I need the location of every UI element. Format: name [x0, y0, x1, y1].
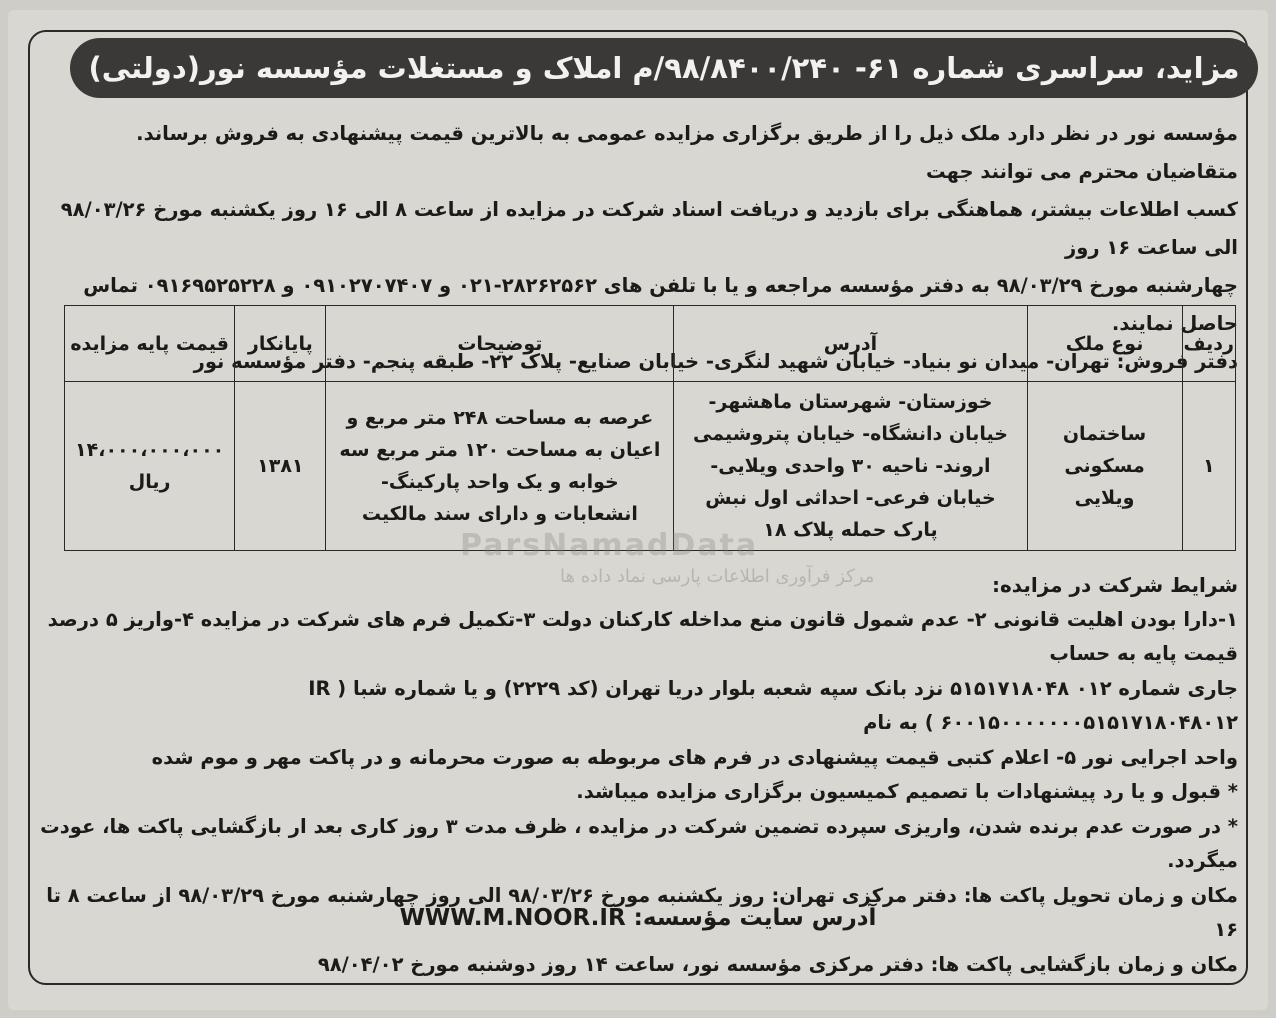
opening-value: دفتر مرکزی مؤسسه نور، ساعت ۱۴ روز دوشنبه مورخ ۹۸/۰۴/۰۲: [317, 952, 931, 976]
conditions-line-2: جاری شماره ۰۱۲ ۵۱۵۱۷۱۸۰۴۸ نزد بانک سپه شعبه بلوار دریا تهران (کد ۲۲۲۹) و یا شماره شبا ( IR ۶۰۰۱۵۰۰۰۰۰۰۰۵۱۵۱۷۱۸۰۴۸۰۱۲ ) به نام: [308, 676, 1238, 734]
opening-label: مکان و زمان بازگشایی پاکت ها:: [930, 952, 1238, 976]
website-url[interactable]: WWW.M.NOOR.IR: [399, 905, 626, 931]
intro-line-3: چهارشنبه مورخ ۹۸/۰۳/۲۹ به دفتر مؤسسه مراجعه و یا با تلفن های ۲۸۲۶۲۵۶۲-۰۲۱ و ۰۹۱۰۲۷۰۷۴۰۷ و ۰۹۱۶۹۵۲۵۲۲۸ تماس حاصل نمایند.: [83, 274, 1238, 335]
price-value: ۱۴،۰۰۰،۰۰۰،۰۰۰: [75, 439, 225, 461]
header-base-price: قیمت پایه مزایده: [65, 306, 235, 382]
opening-line: [38, 948, 1238, 983]
header-description: توضیحات: [326, 306, 674, 382]
price-unit: ریال: [128, 471, 171, 493]
title-banner: [70, 38, 1258, 98]
delivery-label: مکان و زمان تحویل پاکت ها:: [963, 883, 1238, 907]
note-refund: * در صورت عدم برنده شدن، واریزی سپرده تضمین شرکت در مزایده ، ظرف مدت ۳ روز کاری بعد ار بازگشایی پاکت ها، عودت میگردد.: [40, 814, 1238, 872]
cell-address: خوزستان- شهرستان ماهشهر-خیابان دانشگاه- خیابان پتروشیمی اروند- ناحیه ۳۰ واحدی ویلایی-خیابان فرعی- احداثی اول نبش پارک حمله پلاک ۱۸: [674, 382, 1027, 551]
sales-office-label: دفتر فروش:: [1116, 350, 1238, 373]
header-completion: پایانکار: [235, 306, 326, 382]
conditions-heading: شرایط شرکت در مزایده:: [991, 573, 1238, 597]
ad-title: مزاید، سراسری شماره ۶۱- ۹۸/۸۴۰۰/۲۴۰/م املاک و مستغلات مؤسسه نور(دولتی): [88, 51, 1240, 85]
table-row: [65, 382, 1236, 551]
intro-line-1: مؤسسه نور در نظر دارد ملک ذیل را از طریق برگزاری مزایده عمومی به بالاترین قیمت پیشنهادی به فروش برساند. متقاضیان محترم می توانند جهت: [136, 122, 1238, 183]
conditions-line-3: واحد اجرایی نور ۵- اعلام کتبی قیمت پیشنهادی در فرم های مربوطه به صورت محرمانه و در پاکت مهر و موم شده: [151, 745, 1238, 769]
intro-line-2: کسب اطلاعات بیشتر، هماهنگی برای بازدید و دریافت اسناد شرکت در مزایده از ساعت ۸ الی ۱۶ روز یکشنبه مورخ ۹۸/۰۳/۲۶ الی ساعت ۱۶ روز: [60, 198, 1238, 259]
header-row-number: ردیف: [1182, 306, 1235, 382]
website-label: آدرس سایت مؤسسه:: [633, 905, 877, 931]
header-address: آدرس: [674, 306, 1027, 382]
cell-base-price: [65, 382, 235, 551]
watermark-persian-text: مرکز فرآوری اطلاعات پارسی نماد داده ها: [560, 566, 875, 587]
delivery-value: روز یکشنبه مورخ ۹۸/۰۳/۲۶ الی روز چهارشنبه مورخ ۹۸/۰۳/۲۹ از ساعت ۸ تا ۱۶: [46, 883, 1238, 941]
table-header-row: [65, 306, 1236, 382]
cell-property-type: ساختمان مسکونی ویلایی: [1027, 382, 1182, 551]
header-property-type: نوع ملک: [1027, 306, 1182, 382]
cell-description: عرصه به مساحت ۲۴۸ متر مربع و اعیان به مساحت ۱۲۰ متر مربع سه خوابه و یک واحد پارکینگ- انشعابات و دارای سند مالکیت: [326, 382, 674, 551]
property-table: [64, 305, 1236, 551]
conditions-line-1: ۱-دارا بودن اهلیت قانونی ۲- عدم شمول قانون منع مداخله کارکنان دولت ۳-تکمیل فرم های شرکت در مزایده ۴-واریز ۵ درصد قیمت پایه به حساب: [47, 607, 1238, 665]
watermark-logo-text: ParsNamadData: [460, 528, 759, 563]
delivery-office: دفتر مرکزی تهران:: [771, 883, 964, 907]
cell-completion: ۱۳۸۱: [235, 382, 326, 551]
sales-office-address: تهران- میدان نو بنیاد- خیابان شهید لنگری- خیابان صنایع- پلاک ۲۲- طبقه پنجم- دفتر مؤسسه نور: [193, 350, 1117, 373]
note-acceptance: * قبول و یا رد پیشنهادات با تصمیم کمیسیون برگزاری مزایده میباشد.: [576, 780, 1238, 803]
cell-row-number: ۱: [1182, 382, 1235, 551]
website-line: [0, 905, 1276, 931]
